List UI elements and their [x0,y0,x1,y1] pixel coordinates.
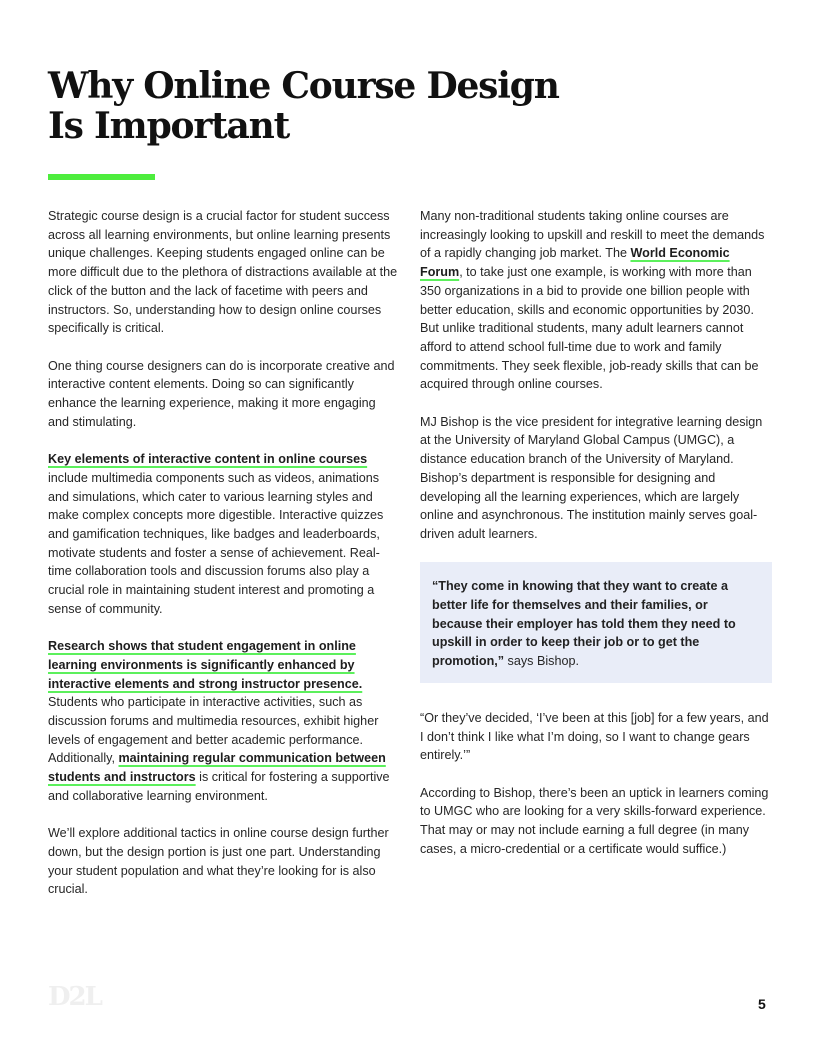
world-economic-forum-link[interactable]: World Economic Forum [420,246,730,280]
paragraph: We’ll explore additional tactics in online course design further down, but the design portion is just one part. Understanding your student population and what they’re looking for is also crucial. [48,826,389,897]
paragraph-text: include multimedia components such as videos, animations and simulations, which cater to various learning styles and make complex concepts more digestible. Interactive quizzes and gamification techniques, like badges and leaderboards, motivate students and foster a sense of achievement. Real-time collaboration tools and discussion forums also play a crucial role in maintaining student interest and promoting a sense of community. [48,470,384,616]
page-title [48,66,559,146]
left-column [48,207,400,918]
paragraph [48,637,400,805]
interactive-content-link[interactable]: Key elements of interactive content in online courses [48,452,368,467]
paragraph-text: is critical for fostering a supportive and collaborative learning environment. [48,770,390,803]
paragraph: According to Bishop, there’s been an uptick in learners coming to UMGC who are looking for a very skills-forward experience. That may or may not include earning a full degree (in many cases, a micro-credential or a certificate would suffice.) [420,785,769,856]
quote-text: “They come in knowing that they want to create a better life for themselves and their families, or because their employer has told them they need to upskill in order to keep their job or to get the promotion,” [432,579,736,669]
title-line-1: Why Online Course Design [48,65,559,107]
research-link[interactable]: Research shows that student engagement in online learning environments is significantly enhanced by interactive elements and strong instructor presence. [48,639,363,691]
page-number: 5 [758,996,766,1012]
quote-attribution: says Bishop. [504,654,579,669]
paragraph-text: , to take just one example, is working with more than 350 organizations in a bid to provide one billion people with better education, skills and economic opportunities by 2030. But unlike traditional students, many adult learners cannot afford to attend school full-time due to work and family commitments. They seek flexible, job-ready skills that can be acquired through online courses. [420,265,759,392]
paragraph: “Or they’ve decided, ‘I’ve been at this [job] for a few years, and I don’t think I like what I’m doing, so I want to change gears entirely.’” [420,710,769,763]
paragraph: One thing course designers can do is incorporate creative and interactive content elements. Doing so can significantly enhance the learning experience, making it more engaging and stimulating. [48,358,395,429]
accent-bar [48,174,155,180]
title-line-2: Is Important [48,105,290,147]
paragraph-text: Students who participate in interactive activities, such as discussion forums and multimedia resources, exhibit higher levels of engagement and better academic performance. Additionally, [48,695,379,766]
paragraph-text: Many non-traditional students taking online courses are increasingly looking to upskill and reskill to meet the demands of a rapidly changing job market. The [420,209,765,261]
pull-quote [420,562,772,683]
d2l-logo: D2L [48,982,101,1012]
paragraph [420,207,772,394]
paragraph: MJ Bishop is the vice president for integrative learning design at the University of Maryland Global Campus (UMGC), a distance education branch of the University of Maryland. Bishop’s department is responsible for designing and developing all the learning experiences, which are largely online and asynchronous. The institution mainly serves goal-driven adult learners. [420,414,763,541]
right-column [420,207,772,877]
paragraph: Strategic course design is a crucial factor for student success across all learning environments, but online learning presents unique challenges. Keeping students engaged online can be more difficult due to the plethora of distractions available at the click of the button and the lack of facetime with peers and instructors. So, understanding how to design online courses specifically is critical. [48,209,398,336]
communication-link[interactable]: maintaining regular communication between students and instructors [48,751,386,785]
paragraph [48,450,400,618]
